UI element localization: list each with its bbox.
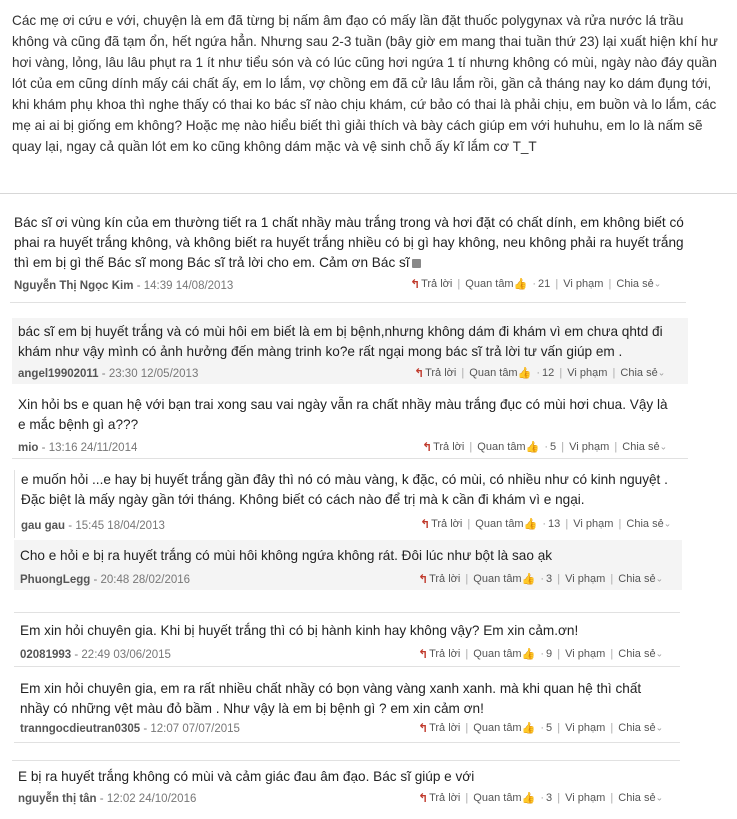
reply-icon: ↰ — [418, 791, 429, 805]
comment-item — [10, 213, 686, 303]
comment-meta: angel19902011 - 23:30 12/05/2013 — [18, 368, 199, 380]
share-button[interactable]: Chia sẻ — [618, 722, 656, 734]
thumbs-up-icon[interactable]: 👍 — [513, 278, 528, 291]
comment-text — [14, 213, 686, 273]
reply-button[interactable]: Trả lời — [433, 441, 465, 453]
comment-item — [14, 470, 686, 538]
chevron-down-icon[interactable]: ⌄ — [659, 441, 668, 452]
share-button[interactable]: Chia sẻ — [622, 441, 660, 453]
thumbs-up-icon[interactable]: 👍 — [521, 573, 536, 586]
chevron-down-icon[interactable]: ⌄ — [655, 573, 664, 584]
reply-icon: ↰ — [422, 440, 433, 454]
chevron-down-icon[interactable]: ⌄ — [663, 518, 672, 529]
report-button[interactable]: Vi phạm — [565, 573, 606, 585]
interest-count: 5 — [550, 441, 557, 453]
reply-button[interactable]: Trả lời — [429, 792, 461, 804]
thumbs-up-icon[interactable]: 👍 — [523, 518, 538, 531]
comment-actions: ↰Trả lời | Quan tâm👍 · 21 | Vi phạm | Chia sẻ⌄ — [410, 277, 662, 291]
comment-text: Cho e hỏi e bị ra huyết trắng có mùi hôi không ngứa không rát. Đôi lúc như bột là sao ạk — [20, 548, 553, 563]
comment-author[interactable]: 02081993 — [20, 649, 72, 661]
share-button[interactable]: Chia sẻ — [626, 518, 664, 530]
reply-icon: ↰ — [418, 647, 429, 661]
comment-text: Xin hỏi bs e quan hệ với bạn trai xong sau vai ngày vẫn ra chất nhầy màu trắng đục có mùi hơi chua. Vậy là e mắc bệnh gì a??? — [18, 397, 668, 432]
comment-item — [12, 395, 688, 459]
report-button[interactable]: Vi phạm — [565, 722, 606, 734]
chevron-down-icon[interactable]: ⌄ — [655, 792, 664, 803]
share-button[interactable]: Chia sẻ — [618, 792, 656, 804]
report-button[interactable]: Vi phạm — [565, 648, 606, 660]
comment-item — [14, 612, 680, 667]
share-button[interactable]: Chia sẻ — [618, 648, 656, 660]
chevron-down-icon[interactable]: ⌄ — [657, 367, 666, 378]
comment-item — [14, 540, 682, 590]
comment-date: 14:39 14/08/2013 — [143, 280, 234, 292]
report-button[interactable]: Vi phạm — [573, 518, 614, 530]
interest-button[interactable]: Quan tâm — [469, 367, 518, 379]
comment-author[interactable]: mio — [18, 442, 39, 454]
interest-count: 12 — [542, 367, 555, 379]
reply-icon: ↰ — [410, 277, 421, 291]
comment-date: 12:02 24/10/2016 — [106, 793, 197, 805]
chevron-down-icon[interactable]: ⌄ — [655, 722, 664, 733]
comment-meta: gau gau - 15:45 18/04/2013 — [21, 520, 165, 532]
comment-author[interactable]: Nguyễn Thị Ngọc Kim — [14, 280, 134, 292]
post-divider — [0, 193, 737, 194]
comment-date: 23:30 12/05/2013 — [108, 368, 199, 380]
comment-actions: ↰Trả lời | Quan tâm👍 · 12 | Vi phạm | Chia sẻ⌄ — [414, 366, 666, 380]
comment-item — [12, 318, 688, 384]
interest-button[interactable]: Quan tâm — [473, 722, 522, 734]
comment-date: 12:07 07/07/2015 — [150, 723, 240, 735]
comment-meta: tranngocdieutran0305 - 12:07 07/07/2015 — [20, 723, 240, 735]
report-button[interactable]: Vi phạm — [569, 441, 610, 453]
comment-actions: ↰Trả lời | Quan tâm👍 · 3 | Vi phạm | Chia sẻ⌄ — [418, 791, 664, 805]
interest-count: 13 — [548, 518, 561, 530]
reply-button[interactable]: Trả lời — [429, 722, 461, 734]
reply-button[interactable]: Trả lời — [429, 573, 461, 585]
post-body: Các mẹ ơi cứu e với, chuyện là em đã từng bị nấm âm đạo có mấy lần đặt thuốc polygynax và rửa nước lá trầu không và cũng đã tạm ổn, hết ngứa hẳn. Nhưng sau 2-3 tuần (bây giờ em mang thai tuần thứ 23) lại xuất hiện khí hư hơi vàng, lỏng, lâu lâu phụt ra 1 ít như tiểu són và có lúc cũng hơi ngứa 1 tí nhưng không có mùi, ngày nào đáy quần lót của em cũng dính mấy cái chất ấy, em lo lắm, vợ chồng em đã cử lâu lắm rồi, gần cả tháng nay ko dám đụng tới, khi khám phụ khoa thì nghe thấy có thai ko bác sĩ nào chịu khám, cứ bảo có thai là phải chịu, em buồn và lo lắm, các mẹ ai ai bị giống em không? Hoặc mẹ nào hiểu biết thì giải thích và bày cách giúp em với huhuhu, em lo là nấm sẽ quay lại, ngay cả quần lót em ko cũng không dám mặc và vệ sinh chỗ ấy kĩ lắm cơ T_T — [12, 13, 718, 154]
interest-count: 5 — [546, 722, 553, 734]
comment-actions: ↰Trả lời | Quan tâm👍 · 3 | Vi phạm | Chia sẻ⌄ — [418, 572, 664, 586]
report-button[interactable]: Vi phạm — [563, 278, 604, 290]
comment-text: e muốn hỏi ...e hay bị huyết trắng gần đây thì nó có màu vàng, k đặc, có mùi, có nhiều như có kinh nguyệt . Đặc biệt là mấy ngày gần tới tháng. Không biết có cách nào để trị mà k cần đi khám vì e ngại. — [21, 472, 668, 507]
interest-count: 9 — [546, 648, 553, 660]
comment-meta: PhuongLegg - 20:48 28/02/2016 — [20, 574, 191, 586]
chevron-down-icon[interactable]: ⌄ — [653, 278, 662, 289]
comment-actions: ↰Trả lời | Quan tâm👍 · 9 | Vi phạm | Chia sẻ⌄ — [418, 647, 664, 661]
comment-item — [12, 760, 680, 812]
comment-date: 22:49 03/06/2015 — [81, 649, 171, 661]
comment-author[interactable]: tranngocdieutran0305 — [20, 723, 141, 735]
comment-author[interactable]: PhuongLegg — [20, 574, 91, 586]
comment-author[interactable]: angel19902011 — [18, 368, 99, 380]
thumbs-up-icon[interactable]: 👍 — [521, 792, 536, 805]
reply-button[interactable]: Trả lời — [421, 278, 453, 290]
reply-button[interactable]: Trả lời — [425, 367, 457, 379]
chevron-down-icon[interactable]: ⌄ — [655, 648, 664, 659]
report-button[interactable]: Vi phạm — [565, 792, 606, 804]
reply-icon: ↰ — [420, 517, 431, 531]
comment-text-content: Bác sĩ ơi vùng kín của em thường tiết ra 1 chất nhầy màu trắng trong và hơi đặt có chất dính, em không biết có phai ra huyết trắng không, và không biết ra huyết trắng nhiều có bị gì hay không, neu không phải ra huyết trắng thì em bị gì thế Bác sĩ mong Bác sĩ trả lời cho em. Cảm ơn Bác sĩ — [14, 215, 684, 270]
comment-item — [14, 673, 680, 743]
reply-icon: ↰ — [418, 572, 429, 586]
comment-actions: ↰Trả lời | Quan tâm👍 · 13 | Vi phạm | Chia sẻ⌄ — [420, 517, 672, 531]
share-button[interactable]: Chia sẻ — [620, 367, 658, 379]
share-button[interactable]: Chia sẻ — [616, 278, 654, 290]
reply-icon: ↰ — [418, 721, 429, 735]
comment-text: bác sĩ em bị huyết trắng và có mùi hôi em biết là em bị bệnh,nhưng không dám đi khám vì em chưa qhtd đi khám như vậy mình có ảnh hưởng đến màng trinh ko?e rất ngại mong bác sĩ trả lời tư vấn giúp em . — [18, 324, 663, 359]
reply-icon: ↰ — [414, 366, 425, 380]
comment-meta: nguyễn thị tân - 12:02 24/10/2016 — [18, 793, 197, 805]
interest-count: 21 — [538, 278, 551, 290]
comment-meta: mio - 13:16 24/11/2014 — [18, 442, 138, 454]
comment-date: 15:45 18/04/2013 — [75, 520, 165, 532]
comment-actions: ↰Trả lời | Quan tâm👍 · 5 | Vi phạm | Chia sẻ⌄ — [418, 721, 664, 735]
comment-date: 13:16 24/11/2014 — [48, 442, 138, 454]
interest-button[interactable]: Quan tâm — [465, 278, 514, 290]
comment-meta: 02081993 - 22:49 03/06/2015 — [20, 649, 171, 661]
thumbs-up-icon[interactable]: 👍 — [525, 441, 540, 454]
interest-button[interactable]: Quan tâm — [475, 518, 524, 530]
comment-actions: ↰Trả lời | Quan tâm👍 · 5 | Vi phạm | Chia sẻ⌄ — [422, 440, 668, 454]
comment-text: Em xin hỏi chuyên gia. Khi bị huyết trắng thì có bị hành kinh hay không vậy? Em xin cảm.ơn! — [20, 623, 579, 638]
interest-button[interactable]: Quan tâm — [477, 441, 526, 453]
comment-text: Em xin hỏi chuyên gia, em ra rất nhiều chất nhầy có bọn vàng vàng xanh xanh. mà khi quan hệ thì chất nhầy có những vệt màu đỏ bầm . Như vậy là em bị bệnh gì ? em xin cảm ơn! — [20, 681, 642, 716]
reply-button[interactable]: Trả lời — [429, 648, 461, 660]
interest-button[interactable]: Quan tâm — [473, 792, 522, 804]
comment-text: E bị ra huyết trắng không có mùi và cảm giác đau âm đạo. Bác sĩ giúp e với — [18, 769, 475, 784]
comment-meta: Nguyễn Thị Ngọc Kim - 14:39 14/08/2013 — [14, 280, 234, 292]
share-button[interactable]: Chia sẻ — [618, 573, 656, 585]
interest-button[interactable]: Quan tâm — [473, 648, 522, 660]
interest-count: 3 — [546, 573, 553, 585]
report-button[interactable]: Vi phạm — [567, 367, 608, 379]
expand-icon[interactable] — [412, 259, 421, 268]
thumbs-up-icon[interactable]: 👍 — [521, 722, 536, 735]
thumbs-up-icon[interactable]: 👍 — [521, 648, 536, 661]
thumbs-up-icon[interactable]: 👍 — [517, 367, 532, 380]
reply-button[interactable]: Trả lời — [431, 518, 463, 530]
interest-button[interactable]: Quan tâm — [473, 573, 522, 585]
comment-author[interactable]: nguyễn thị tân — [18, 793, 97, 805]
interest-count: 3 — [546, 792, 553, 804]
comment-author[interactable]: gau gau — [21, 520, 66, 532]
comment-date: 20:48 28/02/2016 — [100, 574, 191, 586]
